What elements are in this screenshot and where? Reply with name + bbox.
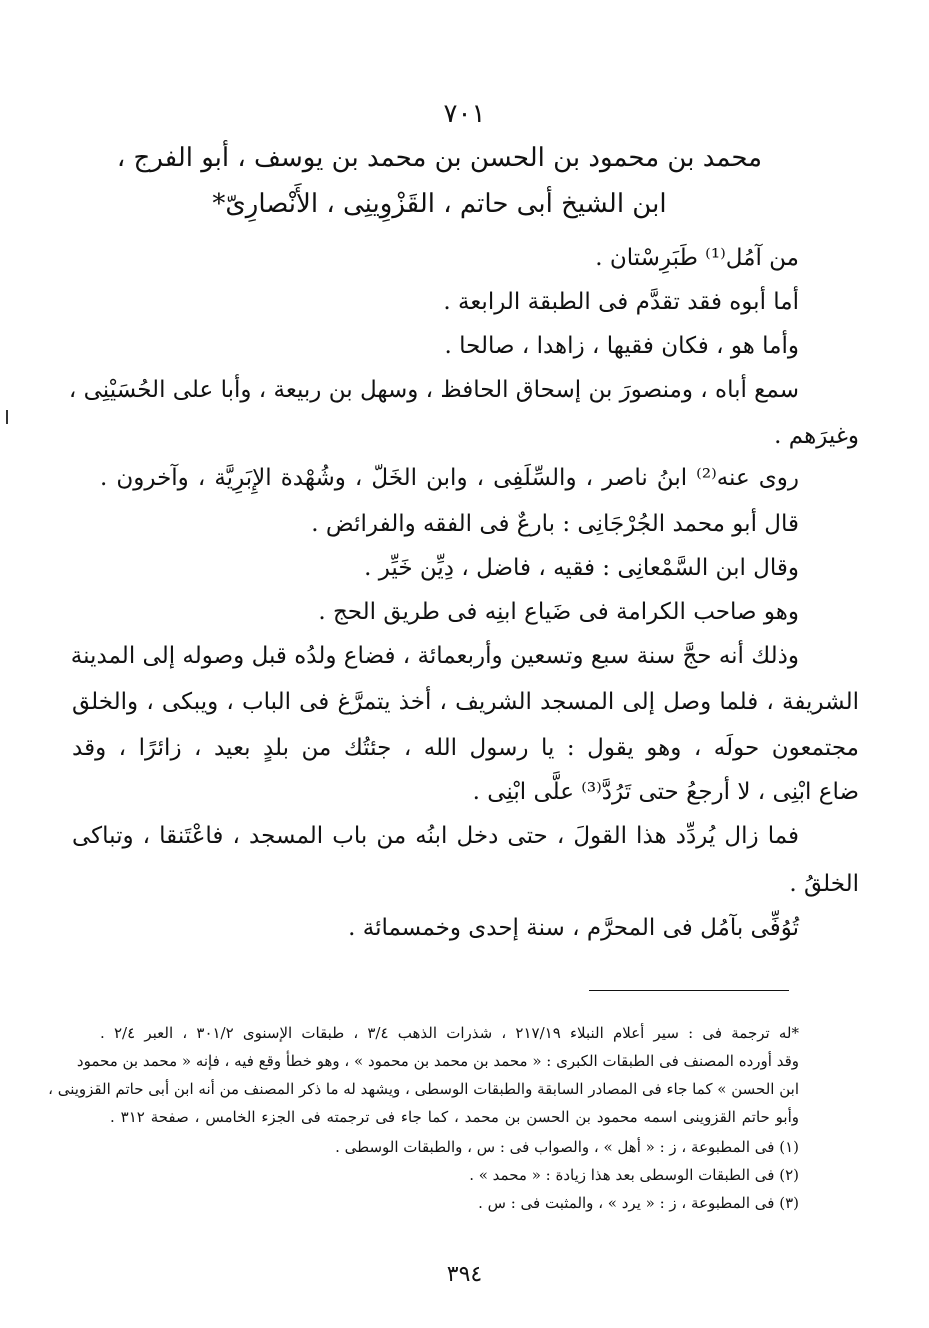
- body-line: الشريفة ، فلما وصل إلى المسجد الشريف ، أخذ يتمرَّغ فى الباب ، ويبكى ، والخلق: [72, 689, 859, 715]
- entry-title-line-2: ابن الشيخ أبى حاتم ، القَزْوِينِى ، الأَنْصارِىّ*: [212, 189, 667, 219]
- body-line: أما أبوه فقد تقدَّم فى الطبقة الرابعة .: [443, 289, 799, 315]
- footnote-divider: [589, 990, 789, 991]
- body-line: ضاع ابْنِى ، لا أرجعُ حتى تَرُدَّ⁽³⁾ علَّى ابْنِى .: [472, 779, 859, 805]
- footnote-line: وأبو حاتم القزوينى اسمه محمود بن الحسن بن محمد ، كما جاء فى ترجمته فى الجزء الخامس ، صفحة ٣١٢ .: [110, 1108, 799, 1126]
- footnote-line: ابن الحسن » كما جاء فى المصادر السابقة والطبقات الوسطى ، ويشهد له ما ذكر المصنف من أنه ابن أبى حاتم القزوينى ،: [48, 1080, 799, 1098]
- body-line: وقال ابن السَّمْعانِى : فقيه ، فاضل ، دِيِّن خَيِّر .: [364, 555, 799, 581]
- scan-edge-mark: [6, 410, 8, 424]
- footnote-line: *له ترجمة فى : سير أعلام النبلاء ٢١٧/١٩ ، شذرات الذهب ٣/٤ ، طبقات الإسنوى ٣٠١/٢ ، العبر ٢/٤ .: [100, 1024, 799, 1042]
- body-line: من آمُل⁽¹⁾ طَبَرِسْتان .: [595, 245, 799, 271]
- page-number: ٣٩٤: [446, 1262, 483, 1287]
- body-line: وهو صاحب الكرامة فى ضَياع ابنِه فى طريق الحج .: [318, 599, 799, 625]
- body-line: فما زال يُردِّد هذا القولَ ، حتى دخل ابنُه من باب المسجد ، فاعْتَنقا ، وتباكى: [72, 823, 799, 849]
- footnote-line: (٢) فى الطبقات الوسطى بعد هذا زيادة : « محمد » .: [469, 1166, 799, 1184]
- footnote-line: وقد أورده المصنف فى الطبقات الكبرى : « محمد بن محمد بن محمود » ، وهو خطأ وقع فيه ، فإنه « محمد بن محمود: [76, 1052, 799, 1070]
- footnote-line: (٣) فى المطبوعة ، ز : « يرد » ، والمثبت فى : س .: [478, 1194, 799, 1212]
- entry-title-line-1: محمد بن محمود بن الحسن بن محمد بن يوسف ، أبو الفرج ،: [116, 143, 763, 173]
- body-line: وغيرَهم .: [774, 423, 859, 449]
- body-line: الخلقُ .: [789, 871, 859, 897]
- body-line: سمع أباه ، ومنصورَ بن إسحاق الحافظ ، وسهل بن ربيعة ، وأبا على الحُسَيْنِى ،: [68, 377, 799, 403]
- body-line: قال أبو محمد الجُرْجَانِى : بارعٌ فى الفقه والفرائض .: [311, 511, 799, 537]
- body-line: روى عنه⁽²⁾ ابنُ ناصر ، والسِّلَفِى ، وابن الخَلّ ، وشُهْدة الإِبَرِيَّة ، وآخرون .: [100, 465, 799, 491]
- footnote-line: (١) فى المطبوعة ، ز : « أهل » ، والصواب فى : س ، والطبقات الوسطى .: [335, 1138, 799, 1156]
- body-line: وأما هو ، فكان فقيها ، زاهدا ، صالحا .: [444, 333, 799, 359]
- entry-number: ٧٠١: [443, 99, 486, 129]
- body-line: وذلك أنه حجَّ سنة سبع وتسعين وأربعمائة ، فضاع ولدُه قبل وصوله إلى المدينة: [70, 643, 799, 669]
- body-line: تُوُفِّى بآمُل فى المحرَّم ، سنة إحدى وخمسمائة .: [348, 915, 799, 941]
- body-line: مجتمعون حولَه ، وهو يقول : يا رسول الله ، جئتُك من بلدٍ بعيد ، زائرًا ، وقد: [72, 735, 859, 761]
